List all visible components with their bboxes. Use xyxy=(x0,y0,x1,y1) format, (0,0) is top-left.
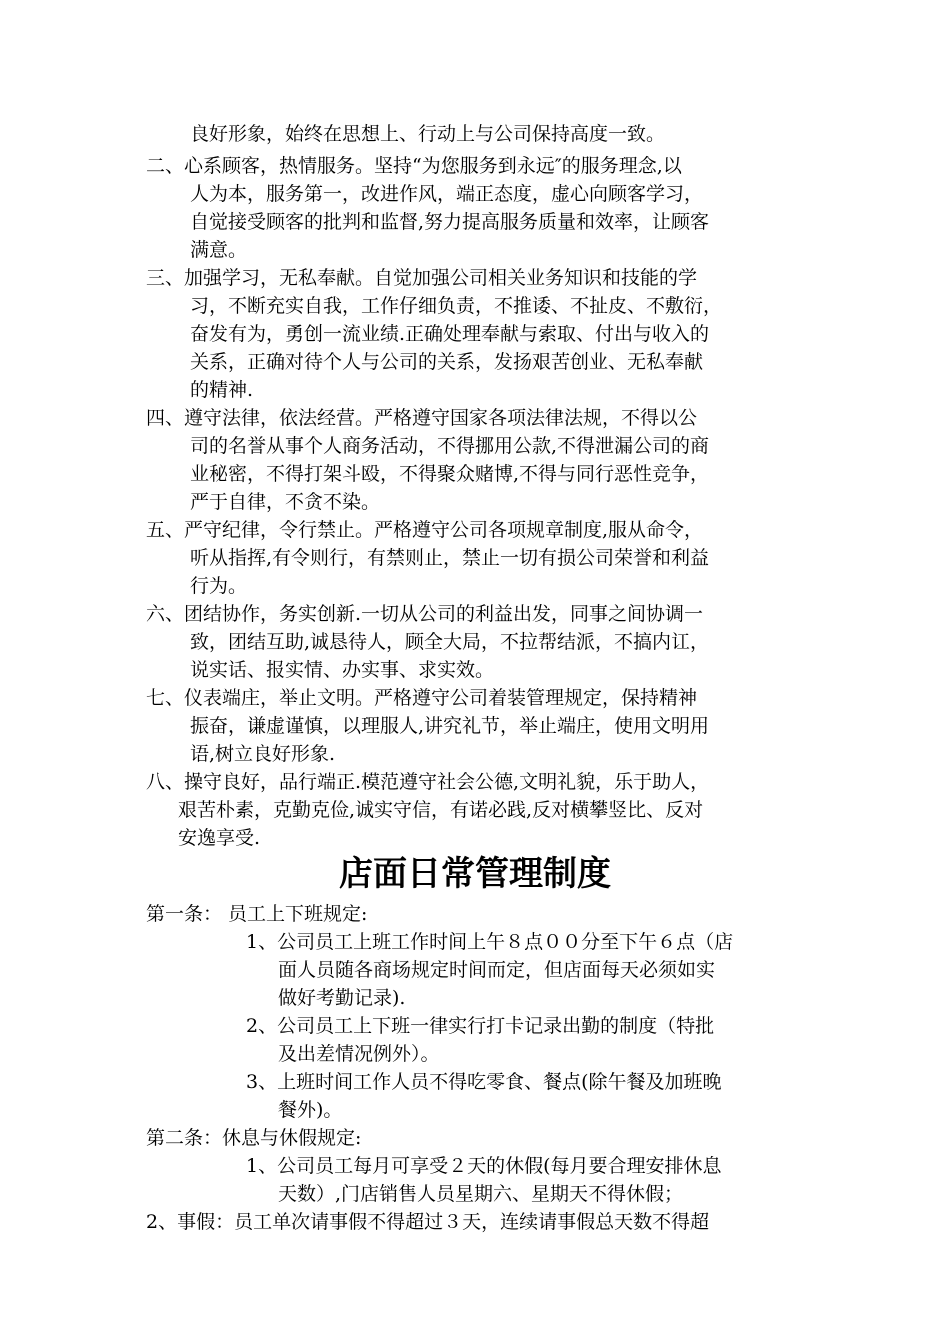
article-1-item-1-line-3: 做好考勤记录). xyxy=(278,987,406,1009)
article-2-heading: 第二条：休息与休假规定: xyxy=(146,1127,362,1149)
conduct-item-8-line-2: 艰苦朴素，克勤克俭,诚实守信，有诺必践,反对横攀竖比、反对 xyxy=(178,799,704,821)
conduct-item-3-line-2: 习，不断充实自我，工作仔细负责，不推诿、不扯皮、不敷衍， xyxy=(190,295,723,317)
conduct-item-3-line-4: 关系，正确对待个人与公司的关系，发扬艰苦创业、无私奉献 xyxy=(190,351,704,373)
conduct-item-7-line-2: 振奋，谦虚谨慎，以理服人,讲究礼节，举止端庄，使用文明用 xyxy=(190,715,710,737)
conduct-item-5-line-1: 五、严守纪律，令行禁止。严格遵守公司各项规章制度,服从命令， xyxy=(146,519,704,541)
article-1-item-1-line-2: 面人员随各商场规定时间而定，但店面每天必须如实 xyxy=(278,959,716,981)
article-2-item-1-line-2: 天数）,门店销售人员星期六、星期天不得休假； xyxy=(278,1183,684,1205)
conduct-item-6-line-2: 致，团结互助,诚恳待人，顾全大局，不拉帮结派，不搞内讧， xyxy=(190,631,710,653)
article-1-item-1-line-1: 1、公司员工上班工作时间上午８点００分至下午６点（店 xyxy=(246,931,734,953)
conduct-item-6-line-3: 说实话、报实情、办实事、求实效。 xyxy=(190,659,495,681)
conduct-item-2-line-3: 自觉接受顾客的批判和监督,努力提高服务质量和效率，让顾客 xyxy=(190,211,710,233)
conduct-item-4-line-2: 司的名誉从事个人商务活动，不得挪用公款,不得泄漏公司的商 xyxy=(190,435,710,457)
conduct-item-5-line-2: 听从指挥,有令则行，有禁则止，禁止一切有损公司荣誉和利益 xyxy=(190,547,710,569)
article-1-item-2-line-2: 及出差情况例外）。 xyxy=(278,1043,440,1065)
section-title: 店面日常管理制度 xyxy=(339,854,611,894)
conduct-item-4-line-4: 严于自律，不贪不染。 xyxy=(190,491,381,513)
intro-tail-line: 良好形象，始终在思想上、行动上与公司保持高度一致。 xyxy=(190,123,666,145)
conduct-item-3-line-1: 三、加强学习，无私奉献。自觉加强公司相关业务知识和技能的学 xyxy=(146,267,698,289)
article-1-item-2-line-1: 2、公司员工上下班一律实行打卡记录出勤的制度（特批 xyxy=(246,1015,715,1037)
conduct-item-2-line-2: 人为本，服务第一，改进作风，端正态度，虚心向顾客学习， xyxy=(190,183,704,205)
article-1-item-3-line-1: 3、上班时间工作人员不得吃零食、餐点(除午餐及加班晚 xyxy=(246,1071,722,1093)
conduct-item-8-line-3: 安逸享受. xyxy=(178,827,261,849)
conduct-item-6-line-1: 六、团结协作，务实创新.一切从公司的利益出发，同事之间协调一 xyxy=(146,603,704,625)
conduct-item-8-line-1: 八、操守良好，品行端正.模范遵守社会公德,文明礼貌，乐于助人， xyxy=(146,771,710,793)
conduct-item-3-line-3: 奋发有为，勇创一流业绩.正确处理奉献与索取、付出与收入的 xyxy=(190,323,710,345)
article-2-leave-line: 2、事假：员工单次请事假不得超过３天，连续请事假总天数不得超 xyxy=(146,1211,710,1233)
conduct-item-2-line-1: 二、心系顾客，热情服务。坚持“为您服务到永远″的服务理念,以 xyxy=(146,155,682,177)
article-1-item-3-line-2: 餐外)。 xyxy=(278,1099,343,1121)
conduct-item-4-line-3: 业秘密，不得打架斗殴，不得聚众赌博,不得与同行恶性竞争， xyxy=(190,463,710,485)
conduct-item-7-line-3: 语,树立良好形象. xyxy=(190,743,336,765)
conduct-item-3-line-5: 的精神. xyxy=(190,379,254,401)
conduct-item-2-line-4: 满意。 xyxy=(190,239,248,261)
article-2-item-1-line-1: 1、公司员工每月可享受２天的休假(每月要合理安排休息 xyxy=(246,1155,722,1177)
conduct-item-4-line-1: 四、遵守法律，依法经营。严格遵守国家各项法律法规，不得以公 xyxy=(146,407,698,429)
conduct-item-5-line-3: 行为。 xyxy=(190,575,248,597)
article-1-heading: 第一条： 员工上下班规定: xyxy=(146,903,368,925)
conduct-item-7-line-1: 七、仪表端庄，举止文明。严格遵守公司着装管理规定，保持精神 xyxy=(146,687,698,709)
